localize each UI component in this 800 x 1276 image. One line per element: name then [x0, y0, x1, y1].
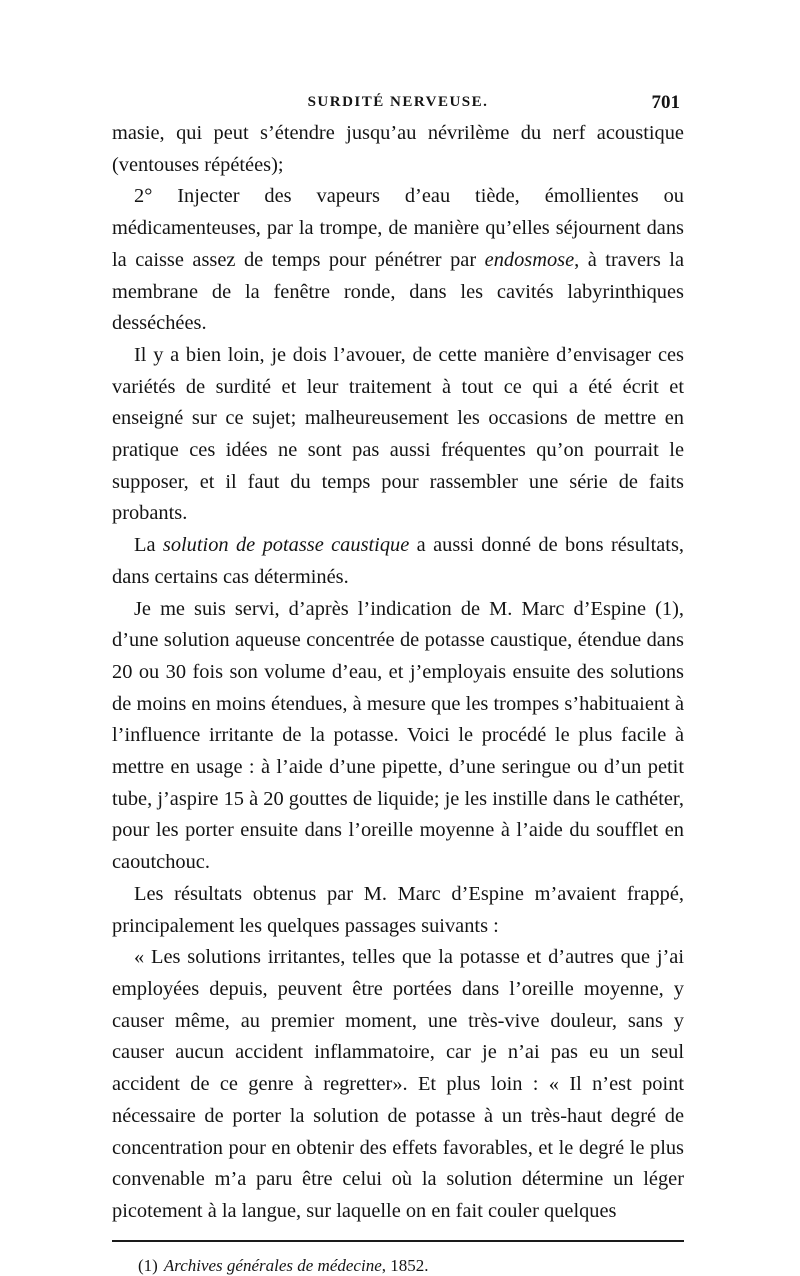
paragraph-discussion — [112, 340, 684, 530]
footnote-marker: (1) — [138, 1255, 158, 1275]
paragraph-text: Il y a bien loin, je dois l’avouer, de cette manière d’envisager ces variétés de surdité et leur traitement à tout ce qui a été écrit et enseigné sur ce sujet; malheureusement les occasions de mettre en pratique ces idées ne sont pas aussi fréquentes qu’on pourrait le supposer, et il faut du temps pour rassembler une série de faits probants. — [112, 343, 684, 525]
paragraph-text: , à travers la membrane de la fenêtre ronde, dans les cavités labyrinthiques desséchées. — [112, 248, 684, 335]
paragraph-text: Les résultats obtenus par M. Marc d’Espine m’avaient frappé, principalement les quelques passages suivants : — [112, 882, 684, 937]
emphasis-term: solution de potasse caustique — [162, 534, 410, 557]
footnote-year: , 1852. — [381, 1255, 429, 1275]
page-header — [112, 92, 684, 118]
paragraph-text: masie, qui peut s’étendre jusqu’au névrilème du nerf acoustique (ventouses répétées); — [112, 122, 684, 176]
body-text — [112, 118, 684, 1228]
footnote — [112, 1256, 684, 1276]
paragraph-text: « Les solutions irritantes, telles que la potasse et d’autres que j’ai employées depuis, peuvent être portées dans l’oreille moyenne, y causer même, au premier moment, une très-vive douleur, sans y causer aucun accident inflammatoire, car je n’ai pas eu un seul accident de ce genre à regretter». Et plus loin : « Il n’est point nécessaire de porter la solution de potasse à un très-haut degré de concentration pour en obtenir des effets favorables, et le degré le plus convenable m’a paru être celui où la solution détermine un léger picotement à la langue, sur laquelle on en fait couler quelques — [112, 946, 684, 1222]
book-page — [112, 92, 684, 1276]
paragraph-text: a aussi donné de bons résultats, dans certains cas déterminés. — [112, 534, 684, 588]
footnote-source: Archives générales de médecine — [163, 1255, 382, 1275]
paragraph-method — [112, 594, 684, 879]
paragraph-text: La — [134, 534, 163, 557]
paragraph-text: Je me suis servi, d’après l’indication de M. Marc d’Espine (1), d’une solution aqueuse concentrée de potasse caustique, étendue dans 20 ou 30 fois son volume d’eau, et j’employais ensuite des solutions de moins en moins étendues, à mesure que les trompes s’habituaient à l’influence irritante de la potasse. Voici le procédé le plus facile à mettre en usage : à l’aide d’une pipette, d’une seringue ou d’un petit tube, j’aspire 15 à 20 gouttes de liquide; je les instille dans le cathéter, pour les porter ensuite dans l’oreille moyenne à l’aide du soufflet en caoutchouc. — [112, 597, 684, 874]
paragraph-potasse — [112, 530, 684, 593]
paragraph-quotation — [112, 942, 684, 1227]
paragraph-results — [112, 879, 684, 942]
paragraph-continuation — [112, 118, 684, 181]
paragraph-text: 2° Injecter des vapeurs d’eau tiède, émollientes ou médicamenteuses, par la trompe, de manière qu’elles séjournent dans la caisse assez de temps pour pénétrer par — [112, 185, 684, 271]
page-number: 701 — [651, 92, 680, 113]
footnote-divider — [112, 1240, 684, 1242]
running-title: SURDITÉ NERVEUSE. — [307, 94, 489, 110]
paragraph-injection — [112, 181, 684, 340]
emphasis-term: endosmose — [484, 248, 575, 271]
